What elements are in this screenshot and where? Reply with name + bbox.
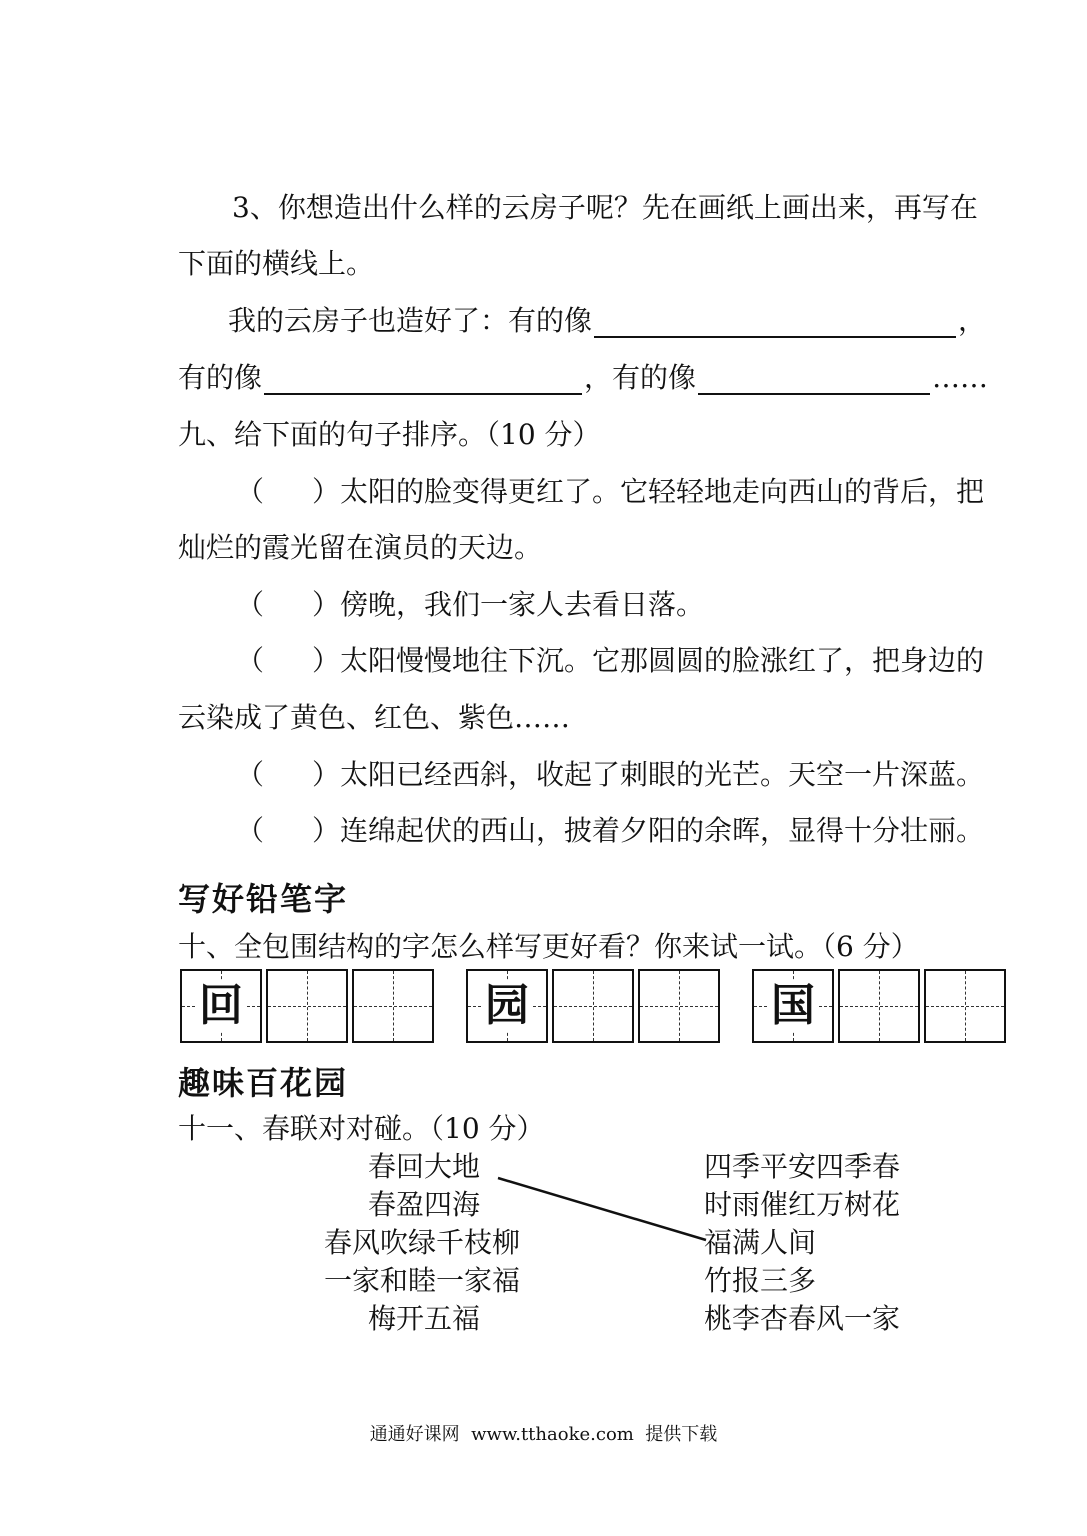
order-bracket-5[interactable]: （ ） <box>236 814 341 847</box>
q3-line-1: 3、你想造出什么样的云房子呢？先在画纸上画出来，再写在 <box>232 191 978 224</box>
sample-char: 国 <box>771 980 815 1031</box>
q9-sentence-1-cont: 灿烂的霞光留在演员的天边。 <box>178 531 543 564</box>
q9-sentence-5-text: 连绵起伏的西山，披着夕阳的余晖，显得十分壮丽。 <box>340 814 985 847</box>
couplet-right-3[interactable]: 福满人间 <box>704 1226 817 1259</box>
footer-note: 提供下载 <box>645 1424 718 1445</box>
q9-sentence-3-text: 太阳慢慢地往下沉。它那圆圆的脸涨红了，把身边的 <box>340 644 985 677</box>
q3-line-4-b: ，有的像 <box>584 361 697 394</box>
q3-line-3-suffix: ， <box>958 304 987 337</box>
order-bracket-4[interactable]: （ ） <box>236 758 341 791</box>
order-bracket-3[interactable]: （ ） <box>236 644 341 677</box>
q9-title: 九、给下面的句子排序。（10 分） <box>178 418 601 451</box>
couplet-right-1[interactable]: 四季平安四季春 <box>704 1150 901 1183</box>
q3-line-2: 下面的横线上。 <box>178 247 375 280</box>
page-footer <box>0 1424 1087 1446</box>
q9-sentence-2-text: 傍晚，我们一家人去看日落。 <box>340 588 705 621</box>
q3-line-3-prefix: 我的云房子也造好了：有的像 <box>228 304 593 337</box>
couplet-left-4[interactable]: 一家和睦一家福 <box>324 1264 521 1297</box>
q3-line-4-a: 有的像 <box>178 361 263 394</box>
footer-site: 通通好课网 <box>369 1424 460 1445</box>
q11-title: 十一、春联对对碰。（10 分） <box>178 1112 545 1145</box>
couplet-left-5[interactable]: 梅开五福 <box>368 1302 481 1335</box>
order-bracket-1[interactable]: （ ） <box>236 475 341 508</box>
couplet-right-2[interactable]: 时雨催红万树花 <box>704 1188 901 1221</box>
q9-sentence-1-text: 太阳的脸变得更红了。它轻轻地走向西山的背后，把 <box>340 475 985 508</box>
section-heading-pencil: 写好铅笔字 <box>178 880 349 918</box>
section-heading-garden: 趣味百花园 <box>178 1064 349 1102</box>
footer-url[interactable]: www.tthaoke.com <box>471 1424 634 1445</box>
couplet-left-1[interactable]: 春回大地 <box>368 1150 481 1183</box>
sample-char: 园 <box>485 980 529 1031</box>
q9-sentence-4-text: 太阳已经西斜，收起了刺眼的光芒。天空一片深蓝。 <box>340 758 985 791</box>
q3-line-4-c: …… <box>932 361 989 394</box>
sample-char: 回 <box>199 980 243 1031</box>
q10-title: 十、全包围结构的字怎么样写更好看？你来试一试。（6 分） <box>178 930 919 963</box>
couplet-left-2[interactable]: 春盈四海 <box>368 1188 481 1221</box>
couplet-left-3[interactable]: 春风吹绿千枝柳 <box>324 1226 521 1259</box>
couplet-right-5[interactable]: 桃李杏春风一家 <box>704 1302 901 1335</box>
q9-sentence-3-cont: 云染成了黄色、红色、紫色…… <box>178 701 571 734</box>
order-bracket-2[interactable]: （ ） <box>236 588 341 621</box>
couplet-right-4[interactable]: 竹报三多 <box>704 1264 817 1297</box>
